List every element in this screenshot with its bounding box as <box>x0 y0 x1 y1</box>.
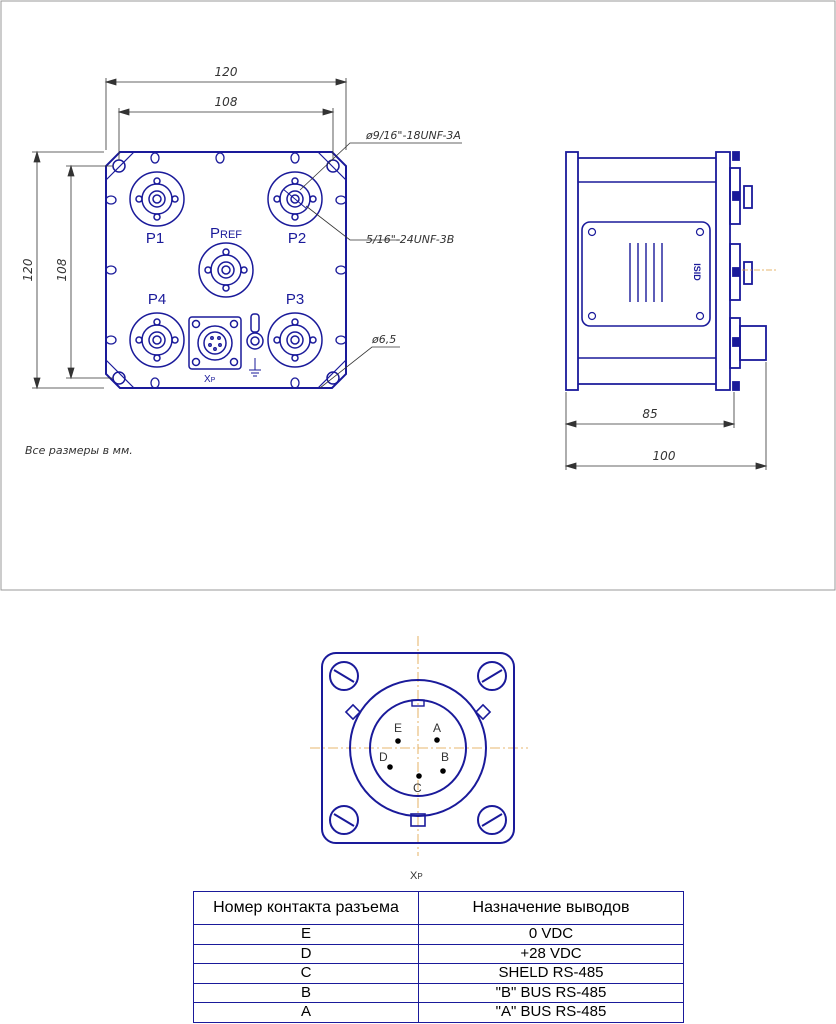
side-plate-text: ISID <box>692 263 702 281</box>
connector-pins <box>387 737 446 779</box>
front-body-outline <box>106 152 346 388</box>
header-pin-number: Номер контакта разъема <box>194 892 419 925</box>
pin-e-dot <box>395 738 401 744</box>
function-cell: +28 VDC <box>419 944 684 964</box>
function-cell: "B" BUS RS-485 <box>419 983 684 1003</box>
pin-c-dot <box>416 773 422 779</box>
side-left-flange <box>566 152 578 390</box>
dim-width-outer: 120 <box>214 65 238 79</box>
table-header-row <box>194 892 684 925</box>
table-row <box>194 1003 684 1023</box>
pin-c-label: C <box>413 781 422 795</box>
label-p3: P3 <box>285 291 305 308</box>
pin-b-label: B <box>441 750 450 764</box>
pin-cell: E <box>194 925 419 945</box>
pin-d-dot <box>387 764 393 770</box>
front-view <box>106 152 346 388</box>
pin-cell: D <box>194 944 419 964</box>
table-row <box>194 964 684 984</box>
function-cell: SHELD RS-485 <box>419 964 684 984</box>
callout-thread-port: ø9/16"-18UNF-3A <box>366 129 461 142</box>
perimeter-screws <box>106 153 346 388</box>
label-xp-front: XP <box>204 374 216 385</box>
label-p1: P1 <box>145 230 165 247</box>
table-row <box>194 925 684 945</box>
dim-depth-inner: 85 <box>642 407 658 421</box>
label-p4: P4 <box>147 291 167 308</box>
callout-hole: ø6,5 <box>372 333 397 346</box>
pin-cell: A <box>194 1003 419 1023</box>
side-view <box>566 152 766 390</box>
function-cell: "A" BUS RS-485 <box>419 1003 684 1023</box>
port-p1 <box>130 172 184 226</box>
dim-height-outer: 120 <box>21 258 35 282</box>
label-p2: P2 <box>287 230 307 247</box>
function-cell: 0 VDC <box>419 925 684 945</box>
table-row <box>194 983 684 1003</box>
table-row <box>194 944 684 964</box>
dim-height-inner: 108 <box>55 258 69 282</box>
units-note: Все размеры в мм. <box>25 444 133 457</box>
pin-cell: B <box>194 983 419 1003</box>
callout-thread-inner: 5/16"-24UNF-3B <box>366 233 455 246</box>
header-pin-function: Назначение выводов <box>419 892 684 925</box>
pin-e-label: E <box>394 721 403 735</box>
pin-assignment-table <box>193 891 684 1023</box>
pin-a-dot <box>434 737 440 743</box>
ground-lug <box>247 314 263 376</box>
connector-caption: XP <box>410 870 423 882</box>
port-p3 <box>268 313 322 367</box>
connector-xp-front <box>189 317 241 369</box>
pin-b-dot <box>440 768 446 774</box>
pin-d-label: D <box>379 750 388 764</box>
dim-depth-outer: 100 <box>652 449 676 463</box>
pin-cell: C <box>194 964 419 984</box>
dim-width-inner: 108 <box>214 95 238 109</box>
pin-a-label: A <box>433 721 442 735</box>
port-pref <box>199 243 253 297</box>
connector-detail <box>310 636 528 882</box>
label-pref: PREF <box>210 225 243 242</box>
side-right-flange <box>716 152 730 390</box>
port-p4 <box>130 313 184 367</box>
port-p2 <box>268 172 322 226</box>
